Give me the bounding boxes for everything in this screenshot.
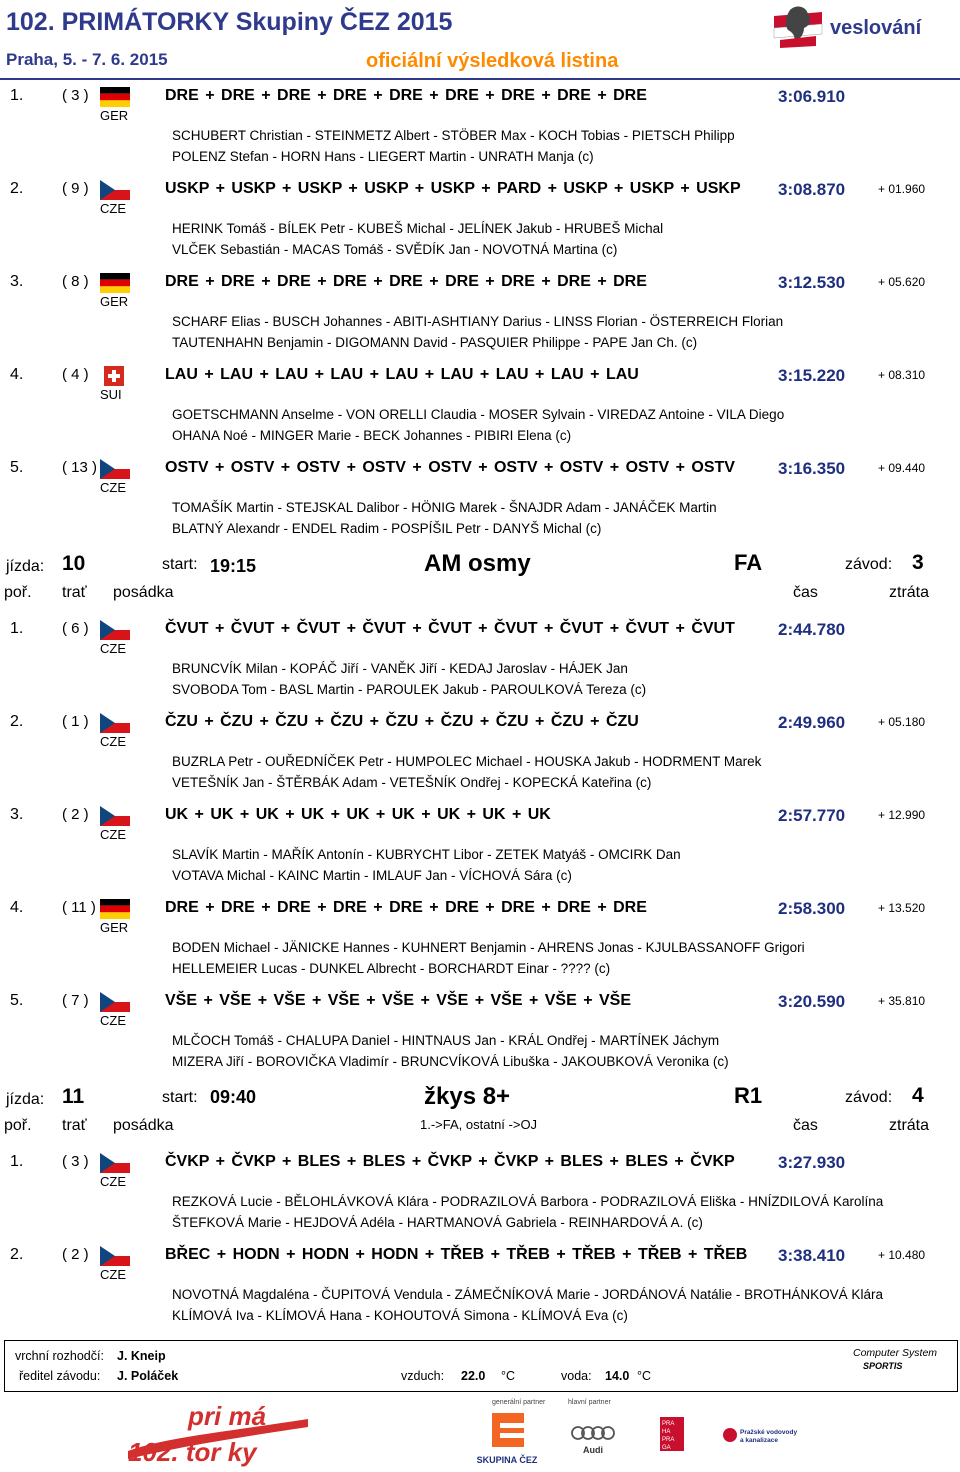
country-code: SUI [100, 387, 122, 402]
sport-label: veslování [830, 17, 922, 39]
lane: ( 11 ) [62, 899, 96, 916]
crew-names-line-1: BODEN Michael - JÄNICKE Hannes - KUHNERT Benjamin - AHRENS Jonas - KJULBASSANOFF Grigori [172, 940, 805, 955]
progression-note: 1.->FA, ostatní ->OJ [420, 1117, 538, 1132]
header-rule [0, 78, 960, 80]
finish-time: 2:49.960 [778, 713, 846, 732]
zavod-number: 4 [912, 1084, 924, 1107]
official-results-label: oficiální výsledková listina [366, 50, 619, 72]
result-row [0, 459, 960, 551]
flag-germany-icon [100, 899, 130, 919]
start-time: 09:40 [210, 1087, 257, 1107]
time-loss: + 12.990 [878, 808, 926, 822]
crew-names-line-2: BLATNÝ Alexandr - ENDEL Radim - POSPÍŠIL Petr - DANYŠ Michal (c) [172, 521, 602, 536]
result-row [0, 180, 960, 272]
crew-clubs: DRE + DRE + DRE + DRE + DRE + DRE + DRE + DRE + DRE [165, 899, 647, 916]
country-code: CZE [100, 1013, 126, 1028]
start-label: start: [162, 556, 198, 573]
col-crew-header: posádka [113, 584, 174, 601]
lane: ( 3 ) [62, 87, 89, 104]
crew-names-line-2: POLENZ Stefan - HORN Hans - LIEGERT Martin - UNRATH Manja (c) [172, 149, 594, 164]
race-class: R1 [734, 1083, 763, 1108]
audi-logo [570, 1421, 616, 1457]
race-class: FA [734, 550, 763, 575]
lane: ( 8 ) [62, 273, 89, 290]
time-loss: + 09.440 [878, 461, 926, 475]
rank: 5. [10, 459, 24, 476]
flag-czech-icon [100, 180, 130, 200]
time-loss: + 10.480 [878, 1248, 926, 1262]
finish-time: 2:44.780 [778, 620, 846, 639]
jizda-number: 11 [62, 1085, 85, 1108]
result-row [0, 620, 960, 712]
zavod-number: 3 [912, 551, 924, 574]
country-code: GER [100, 294, 129, 309]
crew-clubs: ČVKP + ČVKP + BLES + BLES + ČVKP + ČVKP + BLES + BLES + ČVKP [165, 1153, 735, 1170]
result-row [0, 899, 960, 991]
rank: 2. [10, 713, 24, 730]
crew-names-line-2: VETEŠNÍK Jan - ŠTĚRBÁK Adam - VETEŠNÍK Ondřej - KOPECKÁ Kateřina (c) [172, 775, 652, 790]
svg-text:Audi: Audi [583, 1445, 603, 1455]
jizda-number: 10 [62, 552, 86, 575]
crew-names-line-1: SLAVÍK Martin - MAŘÍK Antonín - KUBRYCHT Libor - ZETEK Matyáš - OMCIRK Dan [172, 847, 681, 862]
time-loss: + 35.810 [878, 994, 926, 1008]
country-code: CZE [100, 1174, 126, 1189]
svg-text:SKUPINA ČEZ: SKUPINA ČEZ [476, 1455, 538, 1465]
flag-czech-icon [100, 1246, 130, 1266]
start-time: 19:15 [210, 556, 257, 576]
general-partner-label: generální partner [492, 1399, 546, 1406]
rank: 2. [10, 1246, 24, 1263]
result-row [0, 806, 960, 898]
flag-czech-icon [100, 806, 130, 826]
crew-clubs: BŘEC + HODN + HODN + HODN + TŘEB + TŘEB + TŘEB + TŘEB + TŘEB [165, 1246, 748, 1263]
lane: ( 9 ) [62, 180, 89, 197]
prazske-vodovody-logo [722, 1425, 810, 1445]
col-rank-header: poř. [4, 1117, 32, 1134]
crew-clubs: DRE + DRE + DRE + DRE + DRE + DRE + DRE + DRE + DRE [165, 273, 647, 290]
finish-time: 2:57.770 [778, 806, 846, 825]
crew-names-line-1: MLČOCH Tomáš - CHALUPA Daniel - HINTNAUS Jan - KRÁL Ondřej - MARTÍNEK Jáchym [172, 1033, 720, 1048]
officials-box [4, 1340, 958, 1392]
crew-names-line-1: GOETSCHMANN Anselme - VON ORELLI Claudia - MOSER Sylvain - VIREDAZ Antoine - VILA Diego [172, 407, 785, 422]
crew-names-line-2: HELLEMEIER Lucas - DUNKEL Albrecht - BORCHARDT Einar - ???? (c) [172, 961, 611, 976]
jizda-label: jízda: [6, 1091, 45, 1108]
start-label: start: [162, 1089, 198, 1106]
cez-logo [470, 1411, 545, 1467]
result-row [0, 1246, 960, 1338]
finish-time: 3:15.220 [778, 366, 846, 385]
svg-text:PRA: PRA [662, 1437, 675, 1443]
svg-text:PRA: PRA [662, 1421, 675, 1427]
time-loss: + 08.310 [878, 368, 926, 382]
time-loss: + 13.520 [878, 901, 926, 915]
country-code: GER [100, 920, 129, 935]
jizda-label: jízda: [6, 558, 45, 575]
rank: 3. [10, 273, 24, 290]
lane: ( 1 ) [62, 713, 89, 730]
finish-time: 3:27.930 [778, 1153, 846, 1172]
crew-names-line-2: SVOBODA Tom - BASL Martin - PAROULEK Jakub - PAROULKOVÁ Tereza (c) [172, 682, 647, 697]
finish-time: 2:58.300 [778, 899, 846, 918]
crew-names-line-1: BUZRLA Petr - OUŘEDNÍČEK Petr - HUMPOLEC Michael - HOUSKA Jakub - HODRMENT Marek [172, 754, 762, 769]
country-code: CZE [100, 734, 126, 749]
country-code: CZE [100, 641, 126, 656]
crew-names-line-2: TAUTENHAHN Benjamin - DIGOMANN David - PASQUIER Philippe - PAPE Jan Ch. (c) [172, 335, 698, 350]
flag-czech-icon [100, 1153, 130, 1173]
crew-names-line-1: SCHARF Elias - BUSCH Johannes - ABITI-ASHTIANY Darius - LINSS Florian - ÖSTERREICH Florian [172, 314, 784, 329]
rank: 2. [10, 180, 24, 197]
lane: ( 13 ) [62, 459, 98, 476]
crew-names-line-1: NOVOTNÁ Magdaléna - ČUPITOVÁ Vendula - ZÁMEČNÍKOVÁ Marie - JORDÁNOVÁ Natálie - BROTHÁNKOVÁ Klára [172, 1287, 883, 1302]
svg-text:Pražské vodovody: Pražské vodovody [740, 1429, 798, 1436]
time-loss: + 05.620 [878, 275, 926, 289]
svg-text:a kanalizace: a kanalizace [740, 1437, 778, 1444]
rank: 1. [10, 87, 24, 104]
finish-time: 3:12.530 [778, 273, 846, 292]
result-row [0, 366, 960, 458]
race-header-11 [0, 1085, 960, 1155]
result-row [0, 87, 960, 179]
crew-clubs: UK + UK + UK + UK + UK + UK + UK + UK + UK [165, 806, 551, 823]
page-title: 102. PRIMÁTORKY Skupiny ČEZ 2015 [6, 8, 453, 36]
air-temp-label: vzduch: [401, 1369, 445, 1383]
result-row [0, 273, 960, 365]
country-code: CZE [100, 480, 126, 495]
judge-label: vrchní rozhodčí: [15, 1349, 104, 1363]
praha-logo [660, 1417, 684, 1451]
flag-germany-icon [100, 273, 130, 293]
result-row [0, 713, 960, 805]
crew-names-line-2: ŠTEFKOVÁ Marie - HEJDOVÁ Adéla - HARTMANOVÁ Gabriela - REINHARDOVÁ A. (c) [172, 1215, 703, 1230]
lane: ( 6 ) [62, 620, 89, 637]
flag-czech-icon [100, 459, 130, 479]
flag-czech-icon [100, 713, 130, 733]
lane: ( 3 ) [62, 1153, 89, 1170]
lane: ( 4 ) [62, 366, 89, 383]
crew-names-line-2: VOTAVA Michal - KAINC Martin - IMLAUF Jan - VÍCHOVÁ Sára (c) [172, 868, 572, 883]
crew-clubs: LAU + LAU + LAU + LAU + LAU + LAU + LAU + LAU + LAU [165, 366, 639, 383]
flag-czech-icon [100, 620, 130, 640]
svg-text:pri má: pri má [188, 1401, 267, 1431]
flag-czech-icon [100, 992, 130, 1012]
rank: 3. [10, 806, 24, 823]
race-header-10 [0, 552, 960, 622]
col-time-header: čas [793, 1117, 818, 1134]
rank: 4. [10, 899, 24, 916]
svg-text:GA: GA [662, 1445, 671, 1451]
crew-names-line-1: SCHUBERT Christian - STEINMETZ Albert - STÖBER Max - KOCH Tobias - PIETSCH Philipp [172, 128, 735, 143]
water-temp-value: 14.0 [605, 1369, 630, 1383]
water-temp-label: voda: [561, 1369, 592, 1383]
director-name: J. Poláček [117, 1369, 179, 1383]
event-place-date: Praha, 5. - 7. 6. 2015 [6, 50, 168, 69]
col-crew-header: posádka [113, 1117, 174, 1134]
country-code: CZE [100, 827, 126, 842]
rank: 1. [10, 1153, 24, 1170]
crew-clubs: VŠE + VŠE + VŠE + VŠE + VŠE + VŠE + VŠE + VŠE + VŠE [165, 992, 632, 1009]
finish-time: 3:08.870 [778, 180, 846, 199]
crew-clubs: DRE + DRE + DRE + DRE + DRE + DRE + DRE + DRE + DRE [165, 87, 647, 104]
crew-names-line-2: OHANA Noé - MINGER Marie - BECK Johannes - PIBIRI Elena (c) [172, 428, 572, 443]
computer-system-label: Computer System [853, 1347, 938, 1359]
crew-names-line-1: TOMAŠÍK Martin - STEJSKAL Dalibor - HÖNIG Marek - ŠNAJDR Adam - JANÁČEK Martin [172, 500, 717, 515]
finish-time: 3:16.350 [778, 459, 846, 478]
crew-names-line-1: BRUNCVÍK Milan - KOPÁČ Jiří - VANĚK Jiří - KEDAJ Jaroslav - HÁJEK Jan [172, 661, 628, 676]
result-row [0, 1153, 960, 1245]
director-label: ředitel závodu: [19, 1369, 101, 1383]
zavod-label: závod: [845, 556, 893, 573]
flag-germany-icon [100, 87, 130, 107]
flag-switzerland-icon [104, 366, 124, 386]
col-time-header: čas [793, 584, 818, 601]
judge-name: J. Kneip [117, 1349, 166, 1363]
main-partner-label: hlavní partner [568, 1399, 611, 1406]
zavod-label: závod: [845, 1089, 893, 1106]
col-lane-header: trať [62, 584, 87, 601]
finish-time: 3:20.590 [778, 992, 846, 1011]
crew-clubs: OSTV + OSTV + OSTV + OSTV + OSTV + OSTV + OSTV + OSTV + OSTV [165, 459, 735, 476]
lane: ( 7 ) [62, 992, 89, 1009]
finish-time: 3:06.910 [778, 87, 846, 106]
water-temp-unit: °C [637, 1369, 652, 1383]
race-category: AM osmy [424, 550, 531, 577]
crew-names-line-1: REZKOVÁ Lucie - BĚLOHLÁVKOVÁ Klára - PODRAZILOVÁ Barbora - PODRAZILOVÁ Eliška - HNÍZDILOVÁ Karolína [172, 1194, 884, 1209]
air-temp-unit: °C [501, 1369, 516, 1383]
sponsor-strip [0, 1395, 960, 1472]
prague-lion-emblem-icon [770, 2, 826, 50]
crew-names-line-2: KLÍMOVÁ Iva - KLÍMOVÁ Hana - KOHOUTOVÁ Simona - KLÍMOVÁ Eva (c) [172, 1308, 628, 1323]
rank: 4. [10, 366, 24, 383]
sportis-logo: SPORTIS [863, 1361, 903, 1371]
crew-clubs: ČZU + ČZU + ČZU + ČZU + ČZU + ČZU + ČZU + ČZU + ČZU [165, 713, 639, 730]
col-loss-header: ztráta [889, 1117, 930, 1134]
col-loss-header: ztráta [889, 584, 930, 601]
crew-names-line-2: MIZERA Jiří - BOROVIČKA Vladimír - BRUNCVÍKOVÁ Libuška - JAKOUBKOVÁ Veronika (c) [172, 1054, 729, 1069]
result-row [0, 992, 960, 1084]
crew-names-line-1: HERINK Tomáš - BÍLEK Petr - KUBEŠ Michal - JELÍNEK Jakub - HRUBEŠ Michal [172, 221, 664, 236]
crew-names-line-2: VLČEK Sebastián - MACAS Tomáš - SVĚDÍK Jan - NOVOTNÁ Martina (c) [172, 242, 618, 257]
lane: ( 2 ) [62, 1246, 89, 1263]
rank: 1. [10, 620, 24, 637]
primatorky-logo [128, 1401, 308, 1467]
air-temp-value: 22.0 [461, 1369, 486, 1383]
time-loss: + 05.180 [878, 715, 926, 729]
finish-time: 3:38.410 [778, 1246, 846, 1265]
country-code: CZE [100, 1267, 126, 1282]
rank: 5. [10, 992, 24, 1009]
col-rank-header: poř. [4, 584, 32, 601]
country-code: GER [100, 108, 129, 123]
svg-text:HA: HA [662, 1429, 671, 1435]
country-code: CZE [100, 201, 126, 216]
svg-text:102. tor ky: 102. tor ky [128, 1437, 257, 1467]
col-lane-header: trať [62, 1117, 87, 1134]
lane: ( 2 ) [62, 806, 89, 823]
time-loss: + 01.960 [878, 182, 926, 196]
crew-clubs: ČVUT + ČVUT + ČVUT + ČVUT + ČVUT + ČVUT + ČVUT + ČVUT + ČVUT [165, 620, 735, 637]
race-category: žkys 8+ [424, 1083, 511, 1110]
crew-clubs: USKP + USKP + USKP + USKP + USKP + PARD + USKP + USKP + USKP [165, 180, 741, 197]
